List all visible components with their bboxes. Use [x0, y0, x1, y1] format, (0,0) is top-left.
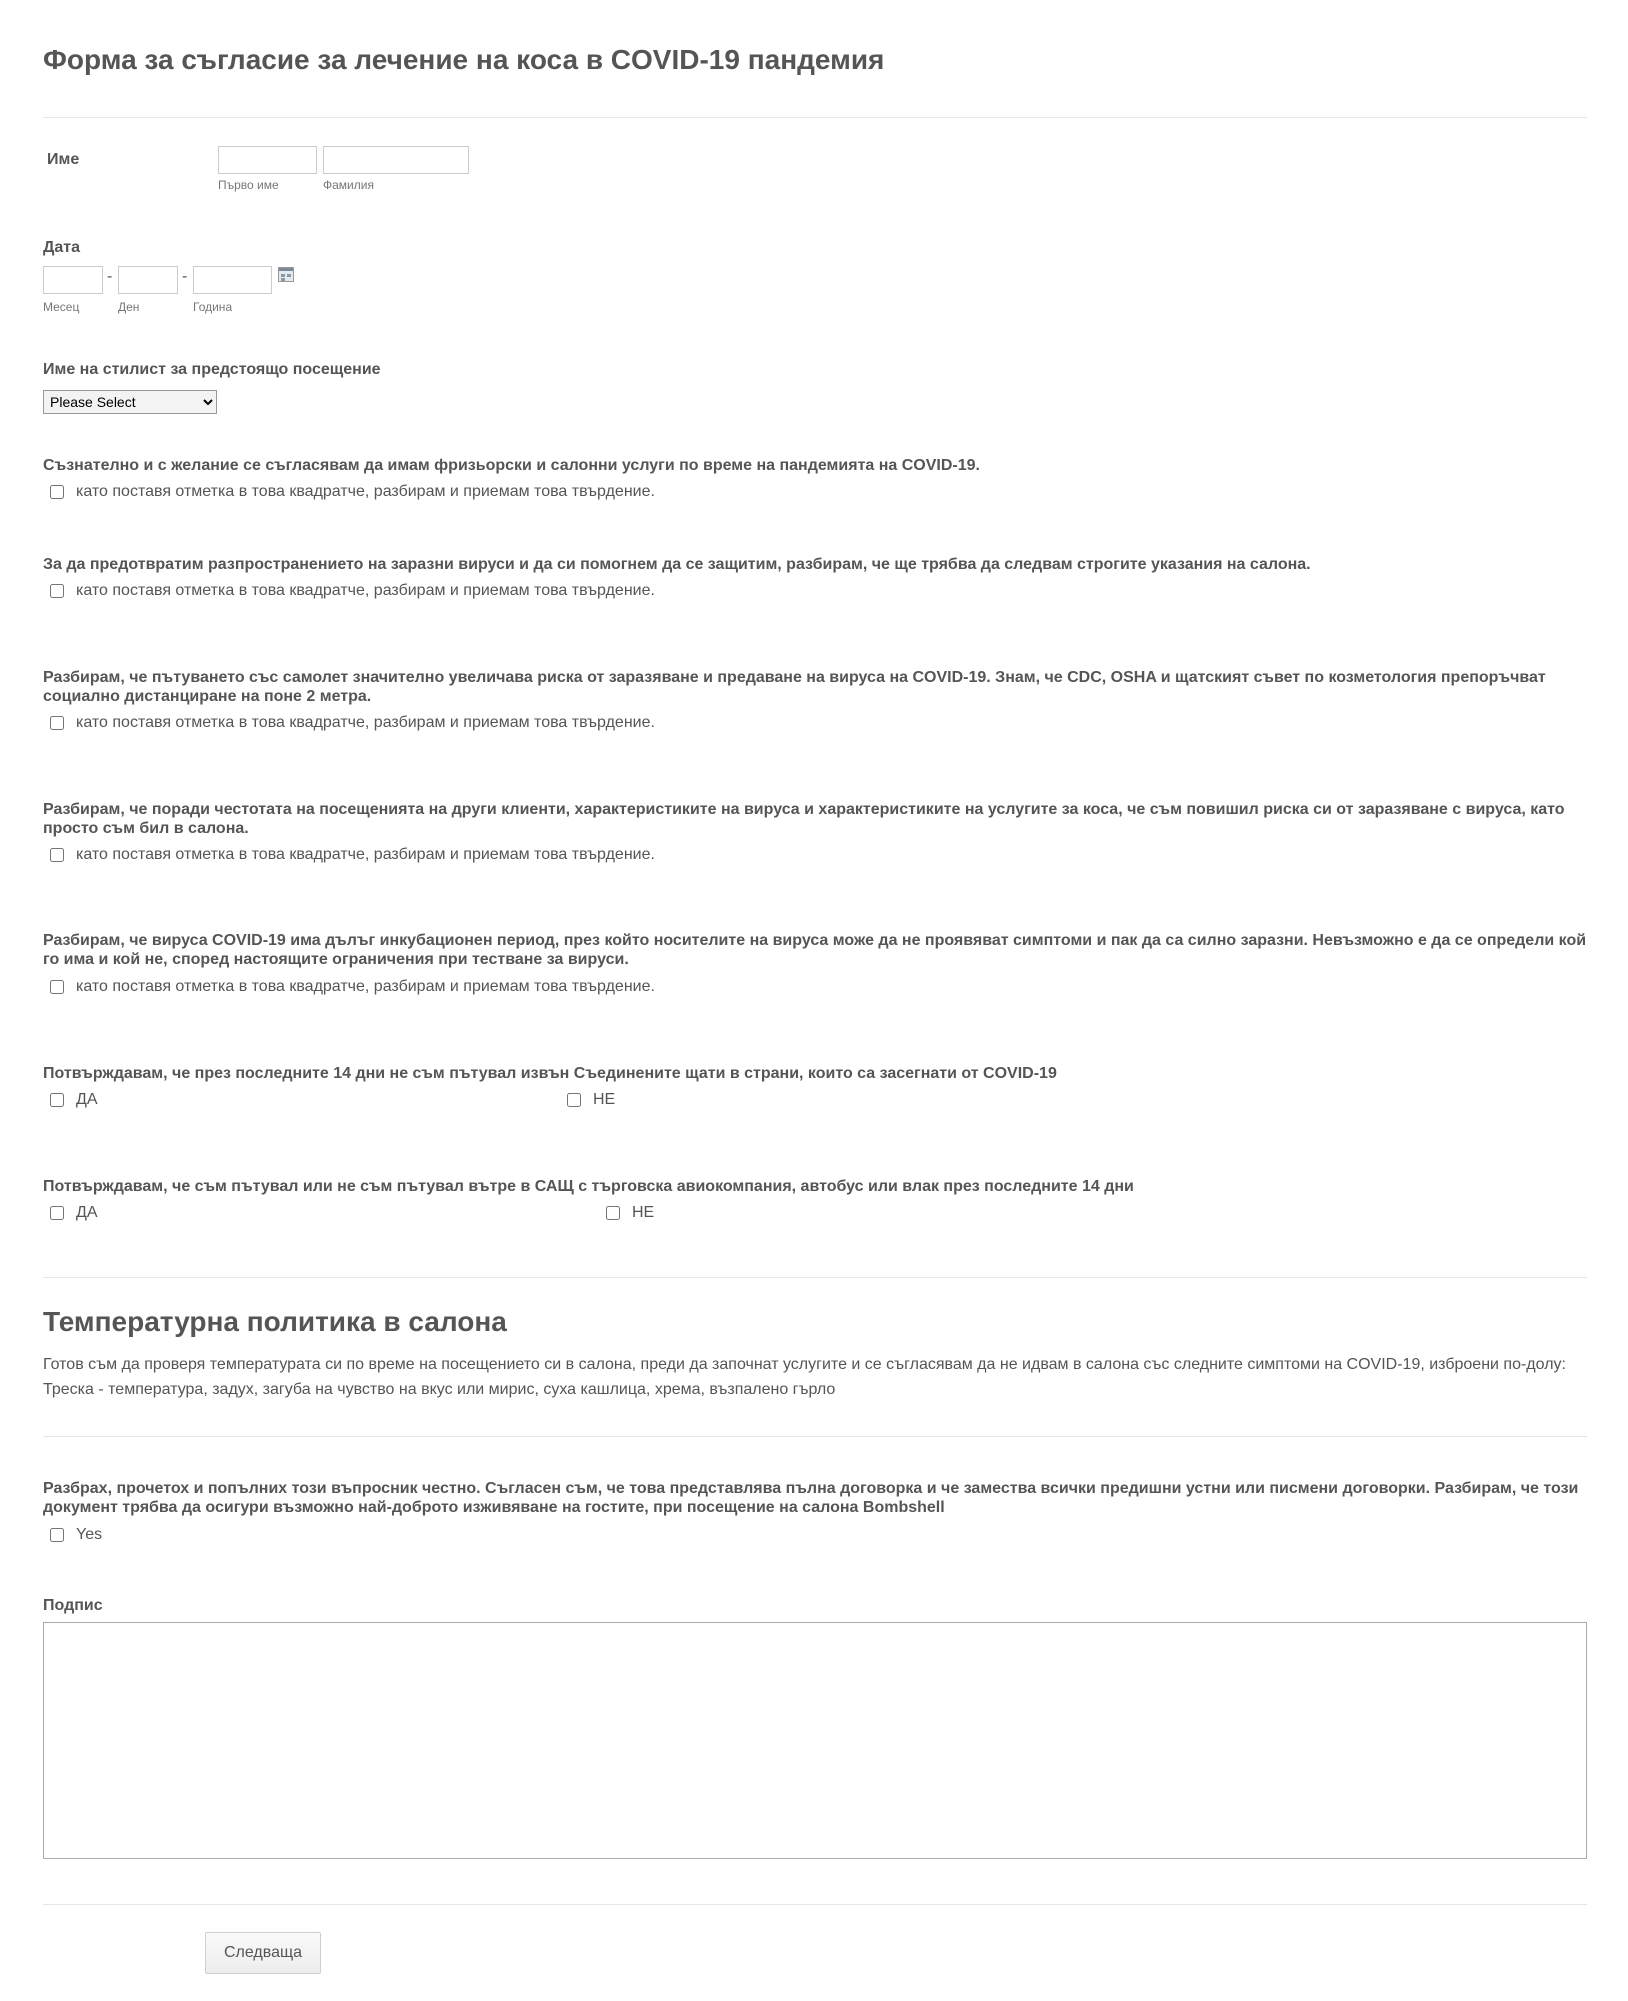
stylist-label: Име на стилист за предстоящо посещение: [43, 361, 381, 378]
agreement-question: Разбрах, прочетох и попълних този въпросник честно. Съгласен съм, че това представлява пълна договорка и че замества всички предишни устни или писмени договорки. Разбирам, че този документ трябва да осигури възможно най-доброто изживяване на гостите, при посещение на салона Bombshell: [43, 1480, 1579, 1516]
travel-question: Потвърждавам, че съм пътувал или не съм пътувал вътре в САЩ с търговска авиокомпания, автобус или влак през последните 14 дни: [43, 1178, 1134, 1195]
first-name-input[interactable]: [218, 146, 317, 174]
stylist-select[interactable]: [43, 390, 217, 414]
yes-label: ДА: [76, 1204, 98, 1221]
travel-question: Потвърждавам, че през последните 14 дни не съм пътувал извън Съединените щати в страни, които са засегнати от COVID-19: [43, 1065, 1057, 1082]
signature-label: Подпис: [43, 1597, 103, 1614]
year-sublabel: Година: [193, 300, 233, 314]
no-label: НЕ: [632, 1204, 655, 1221]
temperature-heading: Температурна политика в салона: [43, 1306, 507, 1337]
name-label: Име: [47, 151, 80, 168]
consent-checkbox-label: като поставя отметка в това квадратче, разбирам и приемам това твърдение.: [76, 846, 655, 863]
temperature-text: Готов съм да проверя температурата си по време на посещението си в салона, преди да започнат услугите и се съгласявам да не идвам в салона със следните симптоми на COVID-19, изброени по-долу: Треска - температура, задух, загуба на чувство на вкус или мирис, суха кашлица, хрема, възпалено гърло: [43, 1356, 1566, 1398]
consent-checkbox-option[interactable]: [43, 714, 655, 732]
consent-question: Съзнателно и с желание се съгласявам да имам фризьорски и салонни услуги по време на пандемията на COVID-19.: [43, 457, 980, 474]
no-checkbox[interactable]: [567, 1093, 581, 1107]
day-sublabel: Ден: [118, 300, 140, 314]
consent-checkbox-label: като поставя отметка в това квадратче, разбирам и приемам това твърдение.: [76, 483, 655, 500]
date-separator: -: [107, 268, 113, 285]
consent-checkbox[interactable]: [50, 980, 64, 994]
consent-checkbox-option[interactable]: [43, 978, 655, 996]
footer-divider: [43, 1904, 1587, 1905]
date-separator: -: [182, 268, 188, 285]
no-option[interactable]: [599, 1204, 654, 1222]
no-label: НЕ: [593, 1091, 616, 1108]
agreement-checkbox-label: Yes: [76, 1526, 103, 1543]
date-label: Дата: [43, 239, 81, 256]
title-divider: [43, 117, 1587, 118]
first-name-sublabel: Първо име: [218, 178, 279, 192]
day-input[interactable]: [118, 266, 178, 294]
consent-checkbox[interactable]: [50, 485, 64, 499]
signature-pad[interactable]: [43, 1622, 1587, 1859]
section-divider: [43, 1277, 1587, 1278]
consent-question: Разбирам, че поради честотата на посещенията на други клиенти, характеристиките на вируса и характеристиките на услугите за коса, че съм повишил риска си от заразяване с вируса, като просто съм бил в салона.: [43, 801, 1565, 837]
agreement-option[interactable]: [43, 1526, 102, 1544]
year-input[interactable]: [193, 266, 272, 294]
consent-checkbox-label: като поставя отметка в това квадратче, разбирам и приемам това твърдение.: [76, 714, 655, 731]
yes-checkbox[interactable]: [50, 1206, 64, 1220]
consent-checkbox-option[interactable]: [43, 582, 655, 600]
consent-checkbox-option[interactable]: [43, 846, 655, 864]
consent-checkbox[interactable]: [50, 584, 64, 598]
next-button[interactable]: Следваща: [205, 1932, 321, 1974]
section-divider: [43, 1436, 1587, 1437]
last-name-input[interactable]: [323, 146, 469, 174]
calendar-icon[interactable]: [278, 267, 294, 282]
last-name-sublabel: Фамилия: [323, 178, 374, 192]
consent-question: Разбирам, че пътуването със самолет значително увеличава риска от заразяване и предаване на вируса на COVID-19. Знам, че CDC, OSHA и щатският съвет по козметология препоръчват социално дистанциране на поне 2 метра.: [43, 669, 1546, 705]
consent-checkbox[interactable]: [50, 716, 64, 730]
yes-checkbox[interactable]: [50, 1093, 64, 1107]
consent-question: За да предотвратим разпространението на заразни вируси и да си помогнем да се защитим, разбирам, че ще трябва да следвам строгите указания на салона.: [43, 556, 1311, 573]
consent-checkbox-option[interactable]: [43, 483, 655, 501]
yes-option[interactable]: [43, 1091, 98, 1109]
agreement-checkbox[interactable]: [50, 1528, 64, 1542]
no-checkbox[interactable]: [606, 1206, 620, 1220]
consent-checkbox[interactable]: [50, 848, 64, 862]
consent-question: Разбирам, че вируса COVID-19 има дълъг инкубационен период, през който носителите на вируса може да не проявяват симптоми и пак да са силно заразни. Невъзможно е да се определи кой го има и кой не, според настоящите ограничения при тестване за вируси.: [43, 932, 1587, 968]
no-option[interactable]: [560, 1091, 615, 1109]
form-title: Форма за съгласие за лечение на коса в COVID-19 пандемия: [43, 44, 885, 75]
consent-checkbox-label: като поставя отметка в това квадратче, разбирам и приемам това твърдение.: [76, 582, 655, 599]
yes-option[interactable]: [43, 1204, 98, 1222]
month-input[interactable]: [43, 266, 103, 294]
yes-label: ДА: [76, 1091, 98, 1108]
month-sublabel: Месец: [43, 300, 80, 314]
consent-checkbox-label: като поставя отметка в това квадратче, разбирам и приемам това твърдение.: [76, 978, 655, 995]
